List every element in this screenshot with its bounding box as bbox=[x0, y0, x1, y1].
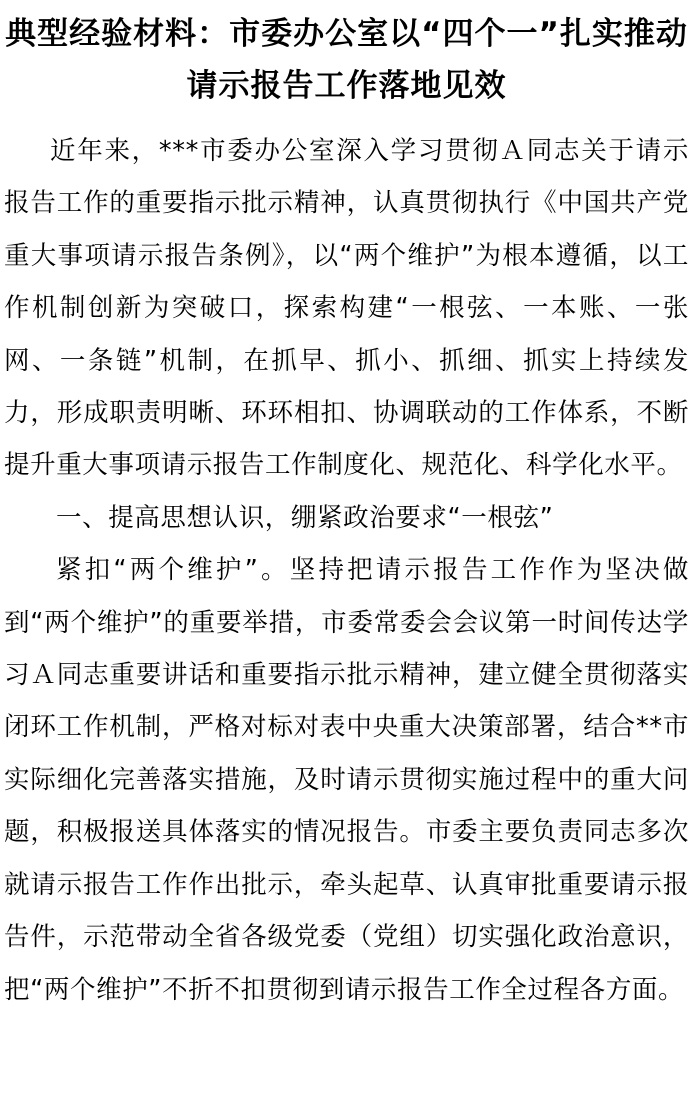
section-paragraph: 紧扣“两个维护”。坚持把请示报告工作作为坚决做到“两个维护”的重要举措，市委常委会会议第一时间传达学习Ａ同志重要讲话和重要指示批示精神，建立健全贯彻落实闭环工作机制，严格对标对表中央重大决策部署，结合**市实际细化完善落实措施，及时请示贯彻实施过程中的重大问题，积极报送具体落实的情况报告。市委主要负责同志多次就请示报告工作作出批示，牵头起草、认真审批重要请示报告件，示范带动全省各级党委（党组）切实强化政治意识，把“两个维护”不折不扣贯彻到请示报告工作全过程各方面。 bbox=[4, 555, 689, 1005]
intro-paragraph: 近年来，***市委办公室深入学习贯彻Ａ同志关于请示报告工作的重要指示批示精神，认真贯彻执行《中国共产党重大事项请示报告条例》，以“两个维护”为根本遵循，以工作机制创新为突破口，探索构建“一根弦、一本账、一张网、一条链”机制，在抓早、抓小、抓细、抓实上持续发力，形成职责明晰、环环相扣、协调联动的工作体系，不断提升重大事项请示报告工作制度化、规范化、科学化水平。 bbox=[4, 136, 689, 481]
section-heading: 一、提高思想认识，绷紧政治要求“一根弦” bbox=[56, 502, 554, 533]
document-title: 典型经验材料：市委办公室以“四个一”扎实推动请示报告工作落地见效 bbox=[5, 16, 688, 104]
